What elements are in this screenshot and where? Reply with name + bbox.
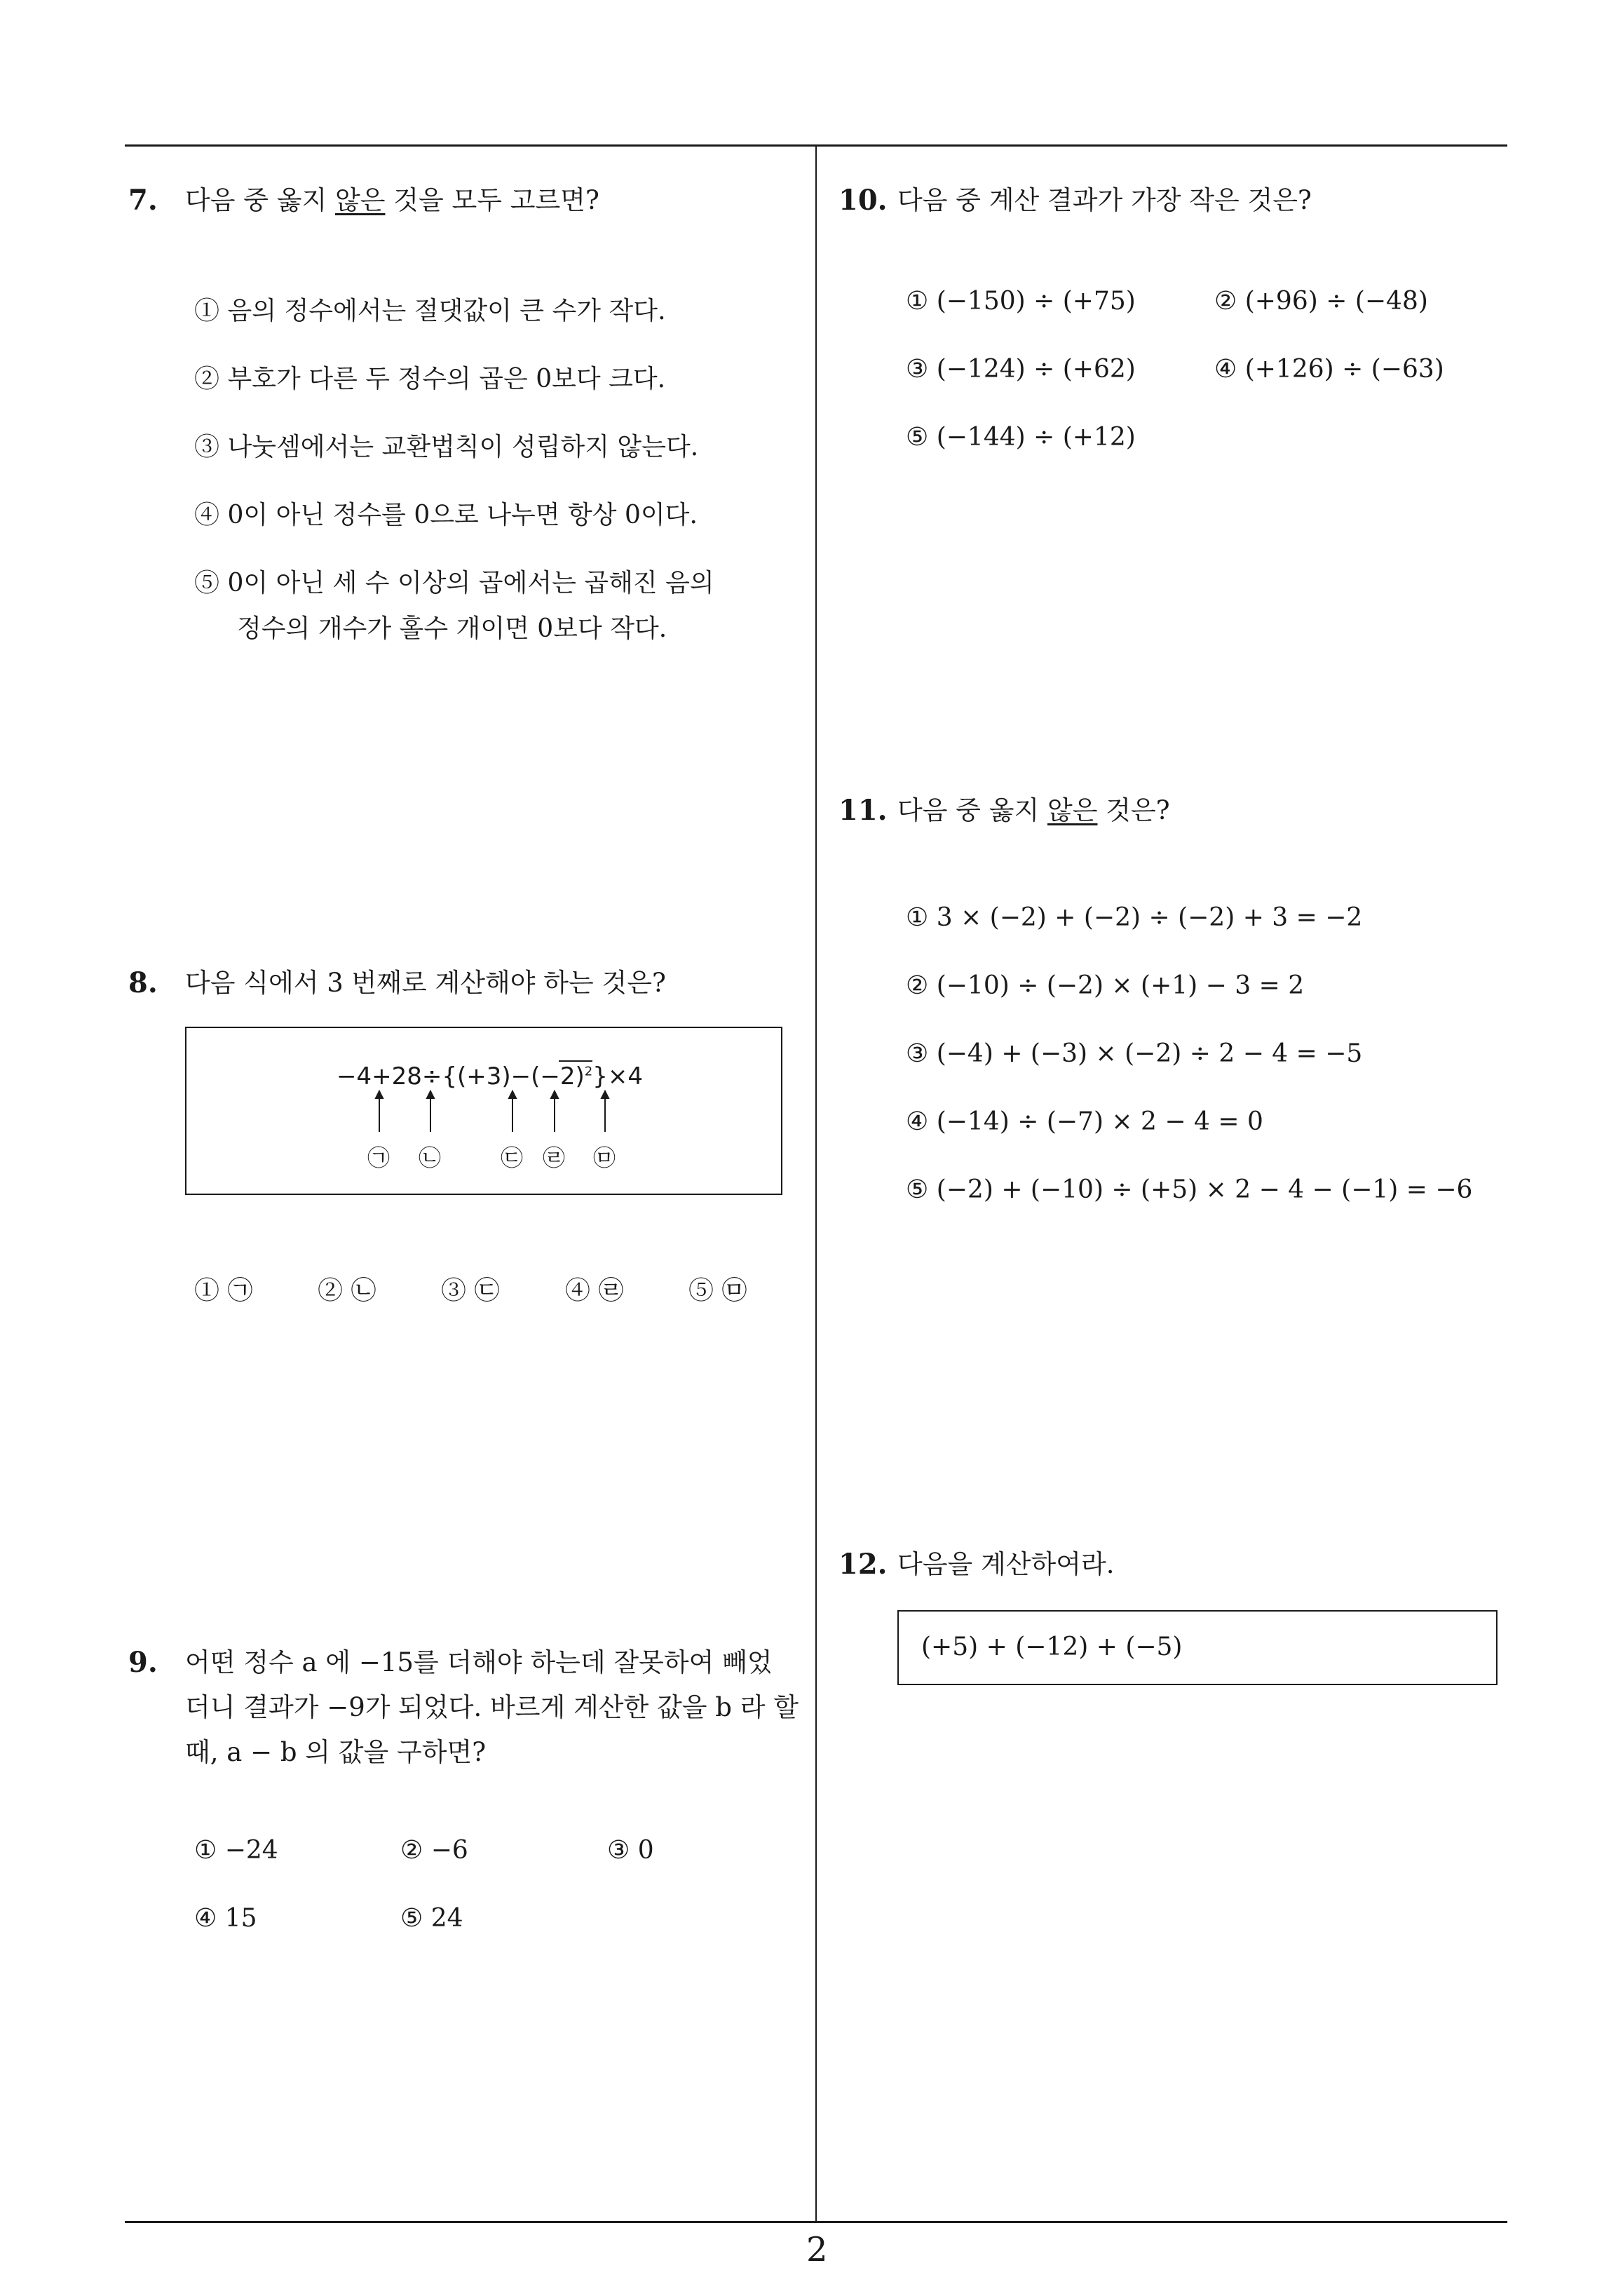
option-1: ① (−150) ÷ (+75) [906, 287, 1136, 316]
option-4: ④ (+126) ÷ (−63) [1214, 355, 1444, 384]
expression: −4+28÷{(+3)−(−2) $^2$}×4 [337, 1062, 643, 1090]
question-text: 다음 식에서 3 번째로 계산해야 하는 것은? [185, 968, 666, 998]
option-3: ③ ㉢ [441, 1276, 500, 1305]
question-text: 다음 중 옳지 않은 것을 모두 고르면? [185, 185, 599, 215]
question-number: 9. [128, 1646, 158, 1679]
option-5: ⑤ (−144) ÷ (+12) [906, 423, 1136, 452]
question-line-2: 더니 결과가 −9가 되었다. 바르게 계산한 값을 b 라 할 [185, 1692, 799, 1722]
option-5: ⑤ 24 [400, 1904, 463, 1933]
page-number: 2 [806, 2230, 828, 2269]
option-2: ② (−10) ÷ (−2) × (+1) − 3 = 2 [906, 971, 1305, 1000]
marker-c: ㉢ [501, 1144, 524, 1171]
option-5: ⑤ 0이 아닌 세 수 이상의 곱에서는 곱해진 음의 [194, 569, 714, 597]
expression-box [897, 1610, 1498, 1685]
marker-b: ㉡ [419, 1144, 442, 1171]
option-4: ④ 15 [194, 1904, 257, 1933]
option-1: ① 음의 정수에서는 절댓값이 큰 수가 작다. [194, 297, 666, 325]
question-number: 12. [838, 1548, 888, 1581]
question-number: 7. [128, 184, 158, 217]
bottom-rule [125, 2221, 1507, 2223]
option-5-continued: 정수의 개수가 홀수 개이면 0보다 작다. [237, 614, 667, 643]
option-4: ④ ㉣ [565, 1276, 624, 1305]
expression-box [185, 1027, 782, 1195]
option-2: ② ㉡ [318, 1276, 376, 1305]
underlined-word: 않은 [335, 185, 386, 215]
marker-a: ㉠ [367, 1144, 391, 1171]
question-number: 10. [838, 184, 888, 217]
underlined-word: 않은 [1047, 795, 1098, 825]
option-3: ③ 0 [607, 1836, 654, 1865]
option-4: ④ 0이 아닌 정수를 0으로 나누면 항상 0이다. [194, 501, 698, 529]
question-number: 8. [128, 966, 158, 999]
option-5: ⑤ ㉤ [688, 1276, 747, 1305]
option-1: ① 3 × (−2) + (−2) ÷ (−2) + 3 = −2 [906, 903, 1363, 932]
option-3: ③ 나눗셈에서는 교환법칙이 성립하지 않는다. [194, 433, 699, 461]
marker-e: ㉤ [593, 1144, 616, 1171]
arrows [186, 1028, 781, 1194]
option-4: ④ (−14) ÷ (−7) × 2 − 4 = 0 [906, 1107, 1263, 1136]
option-1: ① −24 [194, 1836, 278, 1865]
option-3: ③ (−4) + (−3) × (−2) ÷ 2 − 4 = −5 [906, 1039, 1363, 1068]
question-text: 다음 중 계산 결과가 가장 작은 것은? [897, 185, 1312, 215]
option-1: ① ㉠ [194, 1276, 253, 1305]
question-text: 다음을 계산하여라. [897, 1549, 1115, 1579]
option-2: ② −6 [400, 1836, 468, 1865]
question-line-1: 어떤 정수 a 에 −15를 더해야 하는데 잘못하여 빼었 [185, 1647, 773, 1677]
question-text: 다음 중 옳지 않은 것은? [897, 795, 1170, 825]
squared-term: (−2) [531, 1062, 585, 1090]
option-3: ③ (−124) ÷ (+62) [906, 355, 1136, 384]
marker-d: ㉣ [543, 1144, 566, 1171]
option-2: ② (+96) ÷ (−48) [1214, 287, 1428, 316]
column-divider [815, 145, 817, 2222]
option-2: ② 부호가 다른 두 정수의 곱은 0보다 크다. [194, 365, 666, 393]
question-line-3: 때, a − b 의 값을 구하면? [185, 1737, 487, 1767]
question-number: 11. [838, 794, 888, 827]
option-5: ⑤ (−2) + (−10) ÷ (+5) × 2 − 4 − (−1) = −6 [906, 1175, 1473, 1204]
expression: (+5) + (−12) + (−5) [921, 1633, 1183, 1661]
